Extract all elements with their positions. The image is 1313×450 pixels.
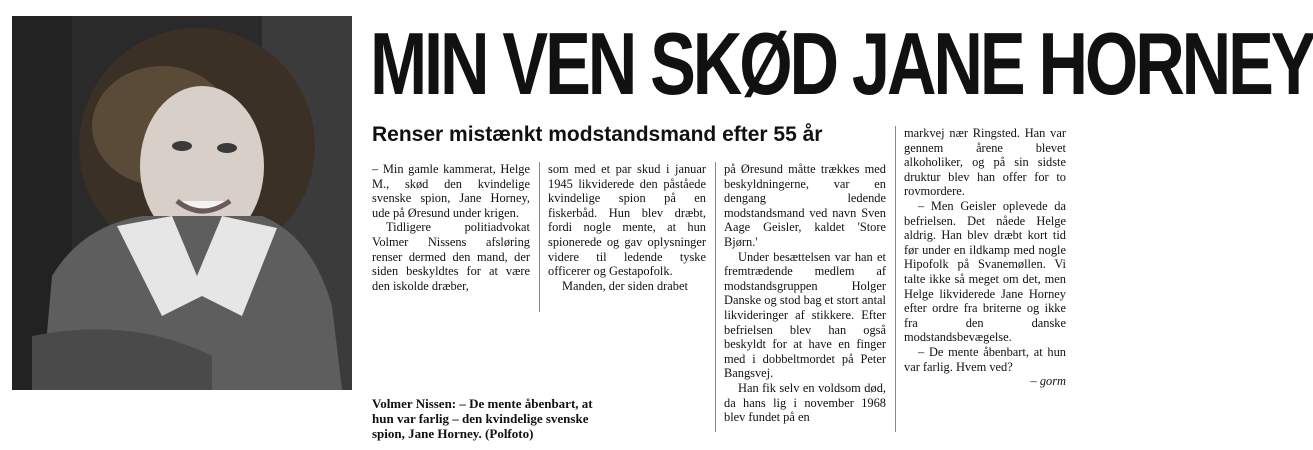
- column-divider: [539, 162, 540, 312]
- author-signature: – gorm: [1030, 374, 1066, 389]
- subheadline: Renser mistænkt modstandsmand efter 55 år: [372, 123, 823, 146]
- paragraph: på Øresund måtte trækkes med beskyldningerne, var en dengang ledende modstandsmand ved navn Sven Aage Geisler, kaldet 'Store Bjørn.': [724, 162, 886, 249]
- photo-caption: Volmer Nissen: – De mente åbenbart, at hun var farlig – den kvindelige svenske spion, Jane Horney. (Polfoto): [372, 396, 593, 441]
- article-column-1: [372, 162, 530, 293]
- article-column-2: [548, 162, 706, 293]
- paragraph: – Min gamle kammerat, Helge M., skød den kvindelige svenske spion, Jane Horney, ude på Øresund under krigen.: [372, 162, 530, 220]
- headline: MIN VEN SKØD JANE HORNEY: [370, 14, 1313, 113]
- portrait-photo: [12, 16, 352, 390]
- column-divider: [895, 126, 896, 432]
- paragraph: – De mente åbenbart, at hun var farlig. Hvem ved?: [904, 344, 1066, 374]
- paragraph: – Men Geisler oplevede da befrielsen. Det nåede Helge aldrig. Han blev dræbt kort tid før under en ildkamp med nogle Hipofolk på Svanemøllen. Vi talte ikke så meget om det, men Helge likviderede Jane Horney efter ordre fra briterne og ikke fra den danske modstandsbevægelse.: [904, 198, 1066, 345]
- portrait-illustration: [12, 16, 352, 390]
- paragraph: Han fik selv en voldsom død, da hans lig i november 1968 blev fundet på en: [724, 380, 886, 425]
- paragraph: markvej nær Ringsted. Han var gennem årene blevet alkoholiker, og på sin sidste druktur blev han offer for to rovmordere.: [904, 126, 1066, 199]
- paragraph: Under besættelsen var han et fremtrædende medlem af modstandsgruppen Holger Danske og stod bag et stort antal likvideringer af stikkere. Efter befrielsen blev han også beskyldt for at have en finger med i dobbeltmordet på Peter Bangsvej.: [724, 249, 886, 381]
- article-column-4: [904, 126, 1066, 389]
- paragraph: som med et par skud i januar 1945 likviderede den påståede kvindelige spion på en fiskerbåd. Hun blev dræbt, fordi nogle mente, at hun spionerede og gav oplysninger videre til ledende tyske officerer og Gestapofolk.: [548, 162, 706, 279]
- paragraph: Manden, der siden drabet: [562, 278, 688, 293]
- article-column-3: [724, 162, 886, 425]
- column-divider: [715, 162, 716, 432]
- paragraph: Tidligere politiadvokat Volmer Nissens afsløring renser dermed den mand, der siden beskyldtes for at være den iskolde dræber,: [372, 220, 530, 293]
